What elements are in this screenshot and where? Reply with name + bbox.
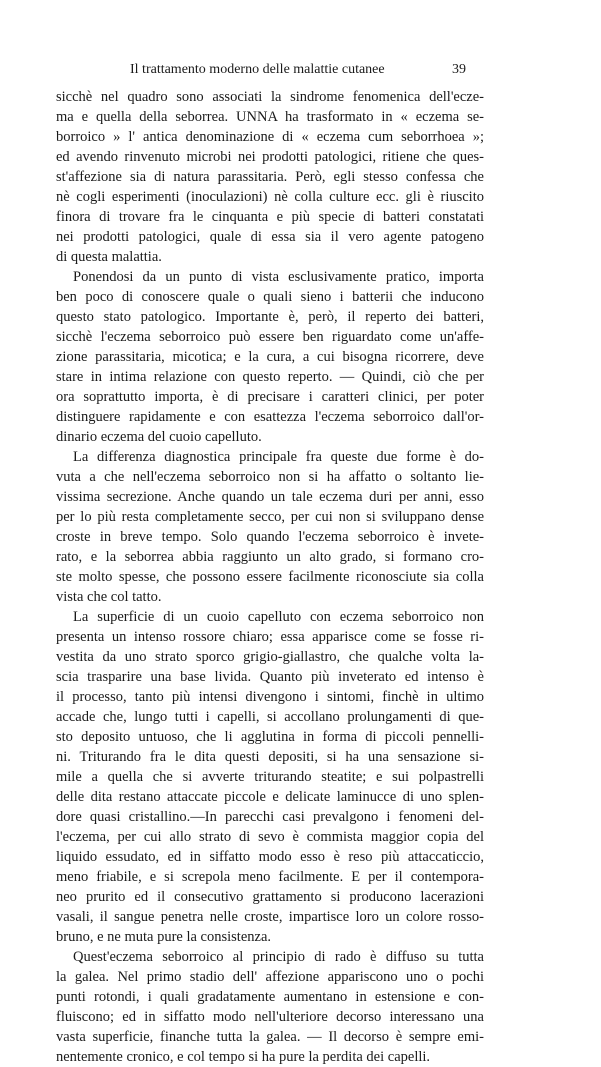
text-line: Ponendosi da un punto di vista esclusivamente pratico, importa — [73, 269, 484, 285]
text-line: ora soprattutto importa, è di precisare i caratteri clinici, per poter — [56, 389, 484, 405]
text-line: sicchè nel quadro sono associati la sindrome fenomenica dell'ecze- — [56, 89, 484, 105]
text-line: stare in intima relazione con questo reperto. — Quindi, ciò che per — [56, 369, 484, 385]
text-line: mile a quella che si avverte triturando steatite; e sui polpastrelli — [56, 769, 484, 785]
text-line: vista che col tatto. — [56, 589, 162, 605]
text-line: zione parassitaria, micotica; e la cura, a cui bisogna ricorrere, deve — [56, 349, 484, 365]
text-line: bruno, e ne muta pure la consistenza. — [56, 929, 272, 945]
text-line: ste molto spesse, che possono essere facilmente riconosciute sia colla — [56, 569, 484, 585]
body-text — [56, 87, 484, 1067]
text-line: finora di trovare fra le cinquanta e più specie di batteri constatati — [56, 209, 484, 225]
text-line: La superficie di un cuoio capelluto con eczema seborroico non — [73, 609, 484, 625]
text-line: Quest'eczema seborroico al principio di rado è diffuso su tutta — [73, 949, 484, 965]
text-line: La differenza diagnostica principale fra queste due forme è do- — [73, 449, 484, 465]
text-line: il processo, tanto più intensi divengono i sintomi, finchè in ultimo — [56, 689, 484, 705]
text-line: l'eczema, per cui allo strato di sevo è commista maggior copia del — [56, 829, 484, 845]
text-line: dore quasi cristallino.—In parecchi casi prevalgono i fenomeni del- — [56, 809, 484, 825]
text-line: rato, e la seborrea abbia raggiunto un alto grado, si formano cro- — [56, 549, 484, 565]
text-line: di questa malattia. — [56, 249, 162, 265]
text-line: dinario eczema del cuoio capelluto. — [56, 429, 262, 445]
paragraph — [56, 947, 484, 1067]
text-line: distinguere rapidamente e con esattezza l'eczema seborroico dall'or- — [56, 409, 484, 425]
text-line: questo stato patologico. Importante è, però, il reperto dei batteri, — [56, 309, 484, 325]
text-line: nè cogli esperimenti (inoculazioni) nè colla culture ecc. gli è riuscito — [56, 189, 484, 205]
text-line: vasali, il sangue penetra nelle croste, impartisce loro un colore rosso- — [56, 909, 484, 925]
text-line: borroico » l' antica denominazione di « eczema cum seborrhoea »; — [56, 129, 484, 145]
text-line: scia trasparire una base livida. Quanto più inveterato ed intenso è — [56, 669, 484, 685]
text-line: accade che, lungo tutti i capelli, si accollano prolungamenti di que- — [56, 709, 484, 725]
page-number: 39 — [452, 62, 466, 77]
text-line: neo prurito ed il consecutivo grattamento si producono lacerazioni — [56, 889, 484, 905]
running-title: Il trattamento moderno delle malattie cutanee — [130, 62, 385, 77]
text-line: vissima secrezione. Anche quando un tale eczema duri per anni, esso — [56, 489, 484, 505]
text-line: ben poco di conoscere quale o quali sieno i batterii che inducono — [56, 289, 484, 305]
paragraph — [56, 87, 484, 267]
text-line: nentemente cronico, e col tempo si ha pure la perdita dei capelli. — [56, 1049, 431, 1065]
text-line: sicchè l'eczema seborroico può essere ben riguardato come un'affe- — [56, 329, 484, 345]
text-line: per lo più resta completamente secco, per cui non si sviluppano dense — [56, 509, 484, 525]
text-line: la galea. Nel primo stadio dell' affezione appariscono uno o pochi — [56, 969, 484, 985]
text-line: st'affezione sia di natura parassitaria. Però, egli stesso confessa che — [56, 169, 484, 185]
text-line: meno friabile, e si screpola meno facilmente. E per il contempora- — [56, 869, 484, 885]
text-line: nei prodotti patologici, quale di essa sia il vero agente patogeno — [56, 229, 484, 245]
text-line: vasta superficie, finanche tutta la galea. — Il decorso è sempre emi- — [56, 1029, 484, 1045]
text-line: croste in breve tempo. Solo quando l'eczema seborroico è invete- — [56, 529, 484, 545]
text-line: liquido essudato, ed in siffatto modo esso è reso più attaccaticcio, — [56, 849, 484, 865]
paragraph — [56, 447, 484, 607]
text-line: sto deposito untuoso, che li agglutina in forma di piccoli pennelli- — [56, 729, 484, 745]
text-line: presenta un intenso rossore chiaro; essa apparisce come se fosse ri- — [56, 629, 484, 645]
text-line: punti rotondi, i quali gradatamente aumentano in estensione e con- — [56, 989, 484, 1005]
paragraph — [56, 267, 484, 447]
paragraph — [56, 607, 484, 947]
text-line: vuta a che nell'eczema seborroico non si ha affatto o soltanto lie- — [56, 469, 484, 485]
text-line: ed avendo rinvenuto microbi nei prodotti patologici, ritiene che ques- — [56, 149, 484, 165]
text-line: ni. Triturando fra le dita questi depositi, si ha una sensazione si- — [56, 749, 484, 765]
text-line: fluiscono; ed in siffatto modo nell'ulteriore decorso interessano una — [56, 1009, 484, 1025]
text-line: ma e quella della seborrea. UNNA ha trasformato in « eczema se- — [56, 109, 484, 125]
text-line: vestita da uno strato sporco grigio-giallastro, che qualche volta la- — [56, 649, 484, 665]
text-line: delle dita restano attaccate piccole e delicate laminucce di uno splen- — [56, 789, 484, 805]
